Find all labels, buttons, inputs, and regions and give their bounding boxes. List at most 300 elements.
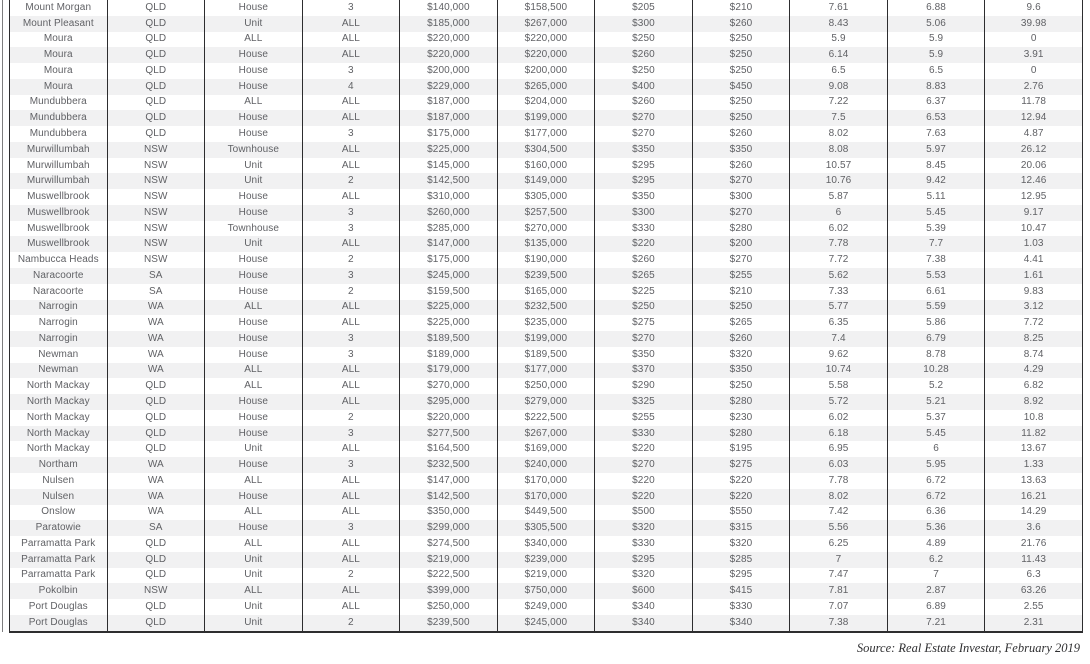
table-cell: Moura <box>43 49 73 61</box>
table-cell: SA <box>107 284 205 300</box>
table-cell: QLD <box>107 0 205 16</box>
table-cell: $300 <box>692 189 790 205</box>
table-cell: $232,500 <box>497 300 595 316</box>
table-cell: $199,000 <box>497 331 595 347</box>
table-cell: QLD <box>107 552 205 568</box>
table-cell: 1.03 <box>985 236 1083 252</box>
table-cell: $280 <box>692 426 790 442</box>
table-cell: 8.08 <box>790 142 888 158</box>
table-cell: 10.47 <box>985 221 1083 237</box>
table-cell: Nulsen <box>42 490 75 502</box>
table-row <box>10 284 1083 300</box>
table-cell: $165,000 <box>497 284 595 300</box>
table-cell: $260 <box>692 126 790 142</box>
table-cell: 2 <box>302 173 400 189</box>
table-cell: 3 <box>302 331 400 347</box>
table-cell: 7.63 <box>887 126 985 142</box>
table-cell: 21.76 <box>985 536 1083 552</box>
table-row <box>10 63 1083 79</box>
table-cell: $250 <box>692 95 790 111</box>
table-cell: $200,000 <box>497 63 595 79</box>
table-cell: $164,500 <box>400 441 498 457</box>
table-cell: $230 <box>692 410 790 426</box>
table-cell: Unit <box>205 615 303 632</box>
table-cell: QLD <box>107 394 205 410</box>
table-row <box>10 378 1083 394</box>
table-cell: 3 <box>302 347 400 363</box>
table-cell: Murwillumbah <box>26 143 90 155</box>
table-cell: Moura <box>43 64 73 76</box>
table-cell: $220 <box>595 489 693 505</box>
table-cell: 6.61 <box>887 284 985 300</box>
table-cell: 6.5 <box>887 63 985 79</box>
table-cell: NSW <box>107 205 205 221</box>
table-cell: ALL <box>205 505 303 521</box>
table-cell: ALL <box>302 489 400 505</box>
table-cell: $305,000 <box>497 189 595 205</box>
table-cell: $295 <box>595 173 693 189</box>
table-cell: 1.61 <box>985 268 1083 284</box>
table-cell: ALL <box>302 142 400 158</box>
table-cell: $250,000 <box>400 599 498 615</box>
table-cell: 5.21 <box>887 394 985 410</box>
table-cell: $260 <box>692 158 790 174</box>
table-cell: $210 <box>692 0 790 16</box>
table-cell: ALL <box>302 599 400 615</box>
table-cell: $170,000 <box>497 473 595 489</box>
table-cell: 2 <box>302 568 400 584</box>
table-cell: $210 <box>692 284 790 300</box>
table-cell: 6.37 <box>887 95 985 111</box>
table-cell: $235,000 <box>497 315 595 331</box>
table-cell: NSW <box>107 236 205 252</box>
table-row <box>10 441 1083 457</box>
table-cell: House <box>205 126 303 142</box>
table-cell: 20.06 <box>985 158 1083 174</box>
table-cell: Parramatta Park <box>21 569 96 581</box>
table-cell: 5.06 <box>887 16 985 32</box>
table-cell: $187,000 <box>400 95 498 111</box>
table-row <box>10 158 1083 174</box>
table-cell: $185,000 <box>400 16 498 32</box>
table-cell: 26.12 <box>985 142 1083 158</box>
table-cell: ALL <box>302 95 400 111</box>
table-cell: 7 <box>790 552 888 568</box>
table-cell: 4.41 <box>985 252 1083 268</box>
table-cell: $220,000 <box>400 410 498 426</box>
table-cell: $310,000 <box>400 189 498 205</box>
table-cell: $450 <box>692 79 790 95</box>
table-cell: 5.11 <box>887 189 985 205</box>
table-cell: 2.31 <box>985 615 1083 632</box>
table-cell: 6.25 <box>790 536 888 552</box>
table-cell: House <box>205 110 303 126</box>
table-row <box>10 520 1083 536</box>
table-cell: $340,000 <box>497 536 595 552</box>
table-cell: $250 <box>692 47 790 63</box>
table-cell: $265,000 <box>497 79 595 95</box>
table-cell: 5.9 <box>887 32 985 48</box>
table-cell: $277,500 <box>400 426 498 442</box>
table-cell: 6.14 <box>790 47 888 63</box>
table-cell: 5.56 <box>790 520 888 536</box>
table-cell: $270,000 <box>400 378 498 394</box>
table-cell: $350,000 <box>400 505 498 521</box>
table-cell: 7.21 <box>887 615 985 632</box>
table-cell: QLD <box>107 79 205 95</box>
table-cell: $245,000 <box>400 268 498 284</box>
table-row <box>10 568 1083 584</box>
table-cell: North Mackay <box>26 443 90 455</box>
table-cell: Narrogin <box>38 317 78 329</box>
table-cell: Parramatta Park <box>21 553 96 565</box>
table-cell: 5.77 <box>790 300 888 316</box>
table-cell: $177,000 <box>497 363 595 379</box>
table-row <box>10 205 1083 221</box>
table-cell: Narrogin <box>38 301 78 313</box>
table-cell: 5.9 <box>887 47 985 63</box>
table-cell: $239,000 <box>497 552 595 568</box>
table-cell: 9.08 <box>790 79 888 95</box>
table-cell: ALL <box>302 315 400 331</box>
table-cell: $350 <box>595 347 693 363</box>
table-cell: $290 <box>595 378 693 394</box>
table-cell: $220,000 <box>400 47 498 63</box>
table-cell: 5.62 <box>790 268 888 284</box>
table-cell: ALL <box>302 158 400 174</box>
table-cell: Naracoorte <box>33 269 84 281</box>
table-cell: $175,000 <box>400 126 498 142</box>
table-cell: 12.95 <box>985 189 1083 205</box>
table-cell: $190,000 <box>497 252 595 268</box>
table-cell: Nulsen <box>42 474 75 486</box>
table-cell: NSW <box>107 158 205 174</box>
table-cell: $147,000 <box>400 236 498 252</box>
table-cell: SA <box>107 520 205 536</box>
table-cell: $220,000 <box>497 32 595 48</box>
table-cell: $330 <box>692 599 790 615</box>
table-cell: 2.76 <box>985 79 1083 95</box>
table-body <box>10 0 1083 632</box>
table-cell: 7.4 <box>790 331 888 347</box>
table-cell: 7 <box>887 568 985 584</box>
table-cell: QLD <box>107 536 205 552</box>
table-cell: Mount Pleasant <box>22 17 94 29</box>
table-cell: $220 <box>595 473 693 489</box>
table-cell: $245,000 <box>497 615 595 632</box>
table-cell: 3.91 <box>985 47 1083 63</box>
table-cell: $320 <box>692 536 790 552</box>
table-cell: $220 <box>595 441 693 457</box>
table-cell: QLD <box>107 378 205 394</box>
table-cell: WA <box>107 489 205 505</box>
table-row <box>10 142 1083 158</box>
table-cell: ALL <box>205 378 303 394</box>
table-cell: 7.07 <box>790 599 888 615</box>
table-cell: 5.2 <box>887 378 985 394</box>
table-row <box>10 331 1083 347</box>
table-cell: Moura <box>43 80 73 92</box>
table-cell: $225,000 <box>400 315 498 331</box>
table-row <box>10 426 1083 442</box>
table-cell: ALL <box>205 32 303 48</box>
table-cell: Muswellbrook <box>27 191 90 203</box>
table-cell: $500 <box>595 505 693 521</box>
table-cell: $399,000 <box>400 583 498 599</box>
table-row <box>10 126 1083 142</box>
table-cell: $225 <box>595 284 693 300</box>
table-row <box>10 173 1083 189</box>
table-cell: SA <box>107 268 205 284</box>
table-cell: Mundubbera <box>29 112 87 124</box>
table-cell: $270 <box>595 110 693 126</box>
table-cell: $250 <box>692 300 790 316</box>
table-cell: $400 <box>595 79 693 95</box>
table-cell: 3 <box>302 268 400 284</box>
table-cell: 3 <box>302 0 400 16</box>
table-cell: 7.42 <box>790 505 888 521</box>
table-cell: 5.39 <box>887 221 985 237</box>
table-cell: 5.53 <box>887 268 985 284</box>
table-cell: $600 <box>595 583 693 599</box>
table-row <box>10 347 1083 363</box>
table-cell: $189,500 <box>400 331 498 347</box>
table-cell: 6.88 <box>887 0 985 16</box>
table-row <box>10 300 1083 316</box>
table-cell: QLD <box>107 95 205 111</box>
table-cell: $179,000 <box>400 363 498 379</box>
table-cell: $220,000 <box>400 32 498 48</box>
table-cell: $187,000 <box>400 110 498 126</box>
property-data-table <box>9 0 1083 633</box>
table-cell: Mount Morgan <box>25 1 92 13</box>
table-cell: ALL <box>302 583 400 599</box>
table-cell: 6 <box>887 441 985 457</box>
table-cell: ALL <box>302 110 400 126</box>
table-cell: WA <box>107 347 205 363</box>
table-cell: 13.67 <box>985 441 1083 457</box>
table-cell: $340 <box>692 615 790 632</box>
table-cell: $270 <box>595 331 693 347</box>
table-cell: $250 <box>692 63 790 79</box>
table-cell: $189,500 <box>497 347 595 363</box>
table-cell: House <box>205 426 303 442</box>
table-row <box>10 0 1083 16</box>
table-cell: Muswellbrook <box>27 222 90 234</box>
table-cell: ALL <box>302 505 400 521</box>
table-cell: 6.95 <box>790 441 888 457</box>
table-row <box>10 47 1083 63</box>
table-cell: Pokolbin <box>38 585 78 597</box>
table-cell: 7.22 <box>790 95 888 111</box>
table-cell: $257,500 <box>497 205 595 221</box>
table-cell: Port Douglas <box>28 600 88 612</box>
table-cell: Onslow <box>41 506 76 518</box>
table-cell: $219,000 <box>400 552 498 568</box>
table-cell: $315 <box>692 520 790 536</box>
table-cell: $135,000 <box>497 236 595 252</box>
table-cell: 63.26 <box>985 583 1083 599</box>
table-cell: $295 <box>595 158 693 174</box>
table-cell: QLD <box>107 126 205 142</box>
table-cell: House <box>205 79 303 95</box>
table-cell: $300 <box>595 16 693 32</box>
table-cell: Port Douglas <box>28 616 88 628</box>
table-cell: $325 <box>595 394 693 410</box>
table-row <box>10 394 1083 410</box>
table-cell: Townhouse <box>205 142 303 158</box>
table-cell: 16.21 <box>985 489 1083 505</box>
table-cell: Unit <box>205 599 303 615</box>
table-cell: 8.25 <box>985 331 1083 347</box>
table-cell: House <box>205 315 303 331</box>
table-cell: 3.12 <box>985 300 1083 316</box>
table-cell: $275 <box>692 457 790 473</box>
table-cell: $200 <box>692 236 790 252</box>
table-cell: 6.79 <box>887 331 985 347</box>
table-cell: 8.02 <box>790 126 888 142</box>
table-cell: Mundubbera <box>29 128 87 139</box>
table-cell: 6.03 <box>790 457 888 473</box>
table-cell: $260 <box>692 331 790 347</box>
table-cell: ALL <box>302 236 400 252</box>
table-cell: $267,000 <box>497 16 595 32</box>
table-row <box>10 189 1083 205</box>
table-cell: 6.89 <box>887 599 985 615</box>
table-cell: ALL <box>205 300 303 316</box>
table-cell: 12.94 <box>985 110 1083 126</box>
table-cell: Nambucca Heads <box>17 254 99 266</box>
table-cell: Unit <box>205 158 303 174</box>
table-cell: Unit <box>205 552 303 568</box>
table-cell: North Mackay <box>26 380 90 392</box>
table-cell: 5.59 <box>887 300 985 316</box>
table-cell: $350 <box>692 363 790 379</box>
table-cell: WA <box>107 331 205 347</box>
table-cell: House <box>205 0 303 16</box>
table-cell: $260 <box>595 95 693 111</box>
table-cell: $350 <box>595 142 693 158</box>
table-cell: ALL <box>302 394 400 410</box>
table-cell: 2.87 <box>887 583 985 599</box>
table-cell: $280 <box>692 394 790 410</box>
table-cell: WA <box>107 315 205 331</box>
table-cell: QLD <box>107 410 205 426</box>
table-cell: $250 <box>692 110 790 126</box>
table-cell: 8.74 <box>985 347 1083 363</box>
table-cell: House <box>205 457 303 473</box>
table-cell: Unit <box>205 568 303 584</box>
table-cell: $222,500 <box>497 410 595 426</box>
table-cell: 4.87 <box>985 126 1083 142</box>
table-cell: $270 <box>595 126 693 142</box>
table-cell: 8.78 <box>887 347 985 363</box>
table-cell: $225,000 <box>400 142 498 158</box>
table-cell: 0 <box>985 32 1083 48</box>
table-cell: 11.78 <box>985 95 1083 111</box>
table-cell: $255 <box>692 268 790 284</box>
table-cell: 3 <box>302 520 400 536</box>
table-cell: Parramatta Park <box>21 537 96 549</box>
table-cell: $275 <box>595 315 693 331</box>
table-cell: ALL <box>205 583 303 599</box>
table-cell: $160,000 <box>497 158 595 174</box>
table-cell: House <box>205 268 303 284</box>
table-cell: $300 <box>595 205 693 221</box>
table-cell: $320 <box>595 520 693 536</box>
table-cell: Unit <box>205 173 303 189</box>
table-cell: QLD <box>107 426 205 442</box>
table-cell: WA <box>107 300 205 316</box>
table-cell: 5.9 <box>790 32 888 48</box>
table-cell: 2 <box>302 252 400 268</box>
table-cell: 14.29 <box>985 505 1083 521</box>
table-row <box>10 536 1083 552</box>
table-cell: $195 <box>692 441 790 457</box>
table-cell: 4.89 <box>887 536 985 552</box>
table-cell: NSW <box>107 142 205 158</box>
table-cell: $229,000 <box>400 79 498 95</box>
table-cell: $140,000 <box>400 0 498 16</box>
table-cell: NSW <box>107 583 205 599</box>
table-cell: 5.86 <box>887 315 985 331</box>
table-cell: $330 <box>595 536 693 552</box>
table-cell: House <box>205 63 303 79</box>
table-row <box>10 252 1083 268</box>
table-cell: $750,000 <box>497 583 595 599</box>
table-cell: NSW <box>107 252 205 268</box>
table-cell: House <box>205 189 303 205</box>
table-cell: $449,500 <box>497 505 595 521</box>
table-cell: 1.33 <box>985 457 1083 473</box>
table-cell: Narrogin <box>38 332 78 344</box>
table-cell: $270,000 <box>497 221 595 237</box>
table-cell: Newman <box>38 348 79 360</box>
table-cell: $200,000 <box>400 63 498 79</box>
table-cell: $270 <box>692 173 790 189</box>
source-caption: Source: Real Estate Investar, February 2019 <box>856 641 1080 655</box>
table-cell: $270 <box>595 457 693 473</box>
table-cell: $250 <box>595 63 693 79</box>
table-cell: $305,500 <box>497 520 595 536</box>
table-cell: 5.36 <box>887 520 985 536</box>
table-cell: 6.02 <box>790 221 888 237</box>
table-cell: 6.72 <box>887 473 985 489</box>
table-cell: 13.63 <box>985 473 1083 489</box>
table-cell: 10.28 <box>887 363 985 379</box>
table-cell: 8.92 <box>985 394 1083 410</box>
table-row <box>10 410 1083 426</box>
table-cell: QLD <box>107 110 205 126</box>
table-row <box>10 489 1083 505</box>
table-cell: ALL <box>302 363 400 379</box>
table-cell: Naracoorte <box>33 285 84 297</box>
table-cell: 5.45 <box>887 205 985 221</box>
table-cell: 6.18 <box>790 426 888 442</box>
table-cell: North Mackay <box>26 427 90 439</box>
table-cell: Mundubbera <box>29 96 87 108</box>
table-cell: ALL <box>302 16 400 32</box>
table-cell: Unit <box>205 16 303 32</box>
table-cell: $550 <box>692 505 790 521</box>
table-cell: QLD <box>107 32 205 48</box>
table-row <box>10 599 1083 615</box>
table-cell: 3.6 <box>985 520 1083 536</box>
table-cell: NSW <box>107 221 205 237</box>
table-cell: House <box>205 205 303 221</box>
table-cell: 5.58 <box>790 378 888 394</box>
table-cell: House <box>205 347 303 363</box>
